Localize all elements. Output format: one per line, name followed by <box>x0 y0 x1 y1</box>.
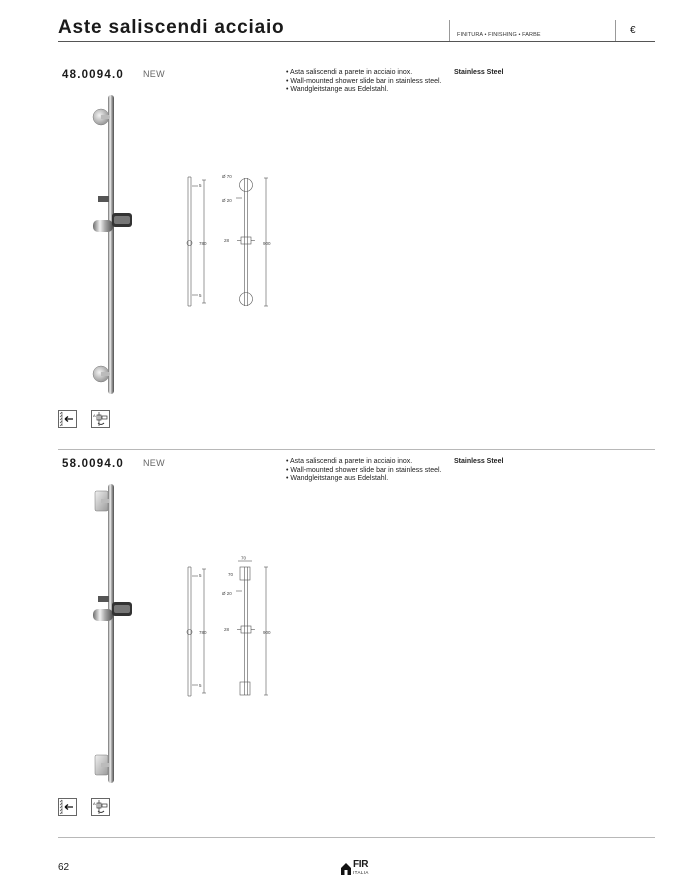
product-description <box>286 69 451 95</box>
product-description <box>286 458 451 484</box>
new-badge: NEW <box>143 69 165 79</box>
product-code: 48.0094.0 <box>62 69 124 81</box>
product-code: 58.0094.0 <box>62 458 124 470</box>
description-line-de: • Wandgleitstange aus Edelstahl. <box>286 475 389 483</box>
product-photo <box>86 92 136 397</box>
price-column-header: € <box>630 25 636 36</box>
slider-adjust-icon <box>91 410 110 428</box>
dim-label: 28 <box>224 627 230 632</box>
product-photo <box>86 481 136 786</box>
slider-adjust-icon <box>91 798 110 816</box>
description-line-it: • Asta saliscendi a parete in acciaio inox. <box>286 69 413 76</box>
description-line-en: • Wall-mounted shower slide bar in stainless steel. <box>286 77 442 85</box>
page-title: Aste saliscendi acciaio <box>58 17 285 38</box>
logo-subtext: ITALIA <box>353 870 369 875</box>
description-line-en: • Wall-mounted shower slide bar in stainless steel. <box>286 466 442 474</box>
new-badge: NEW <box>143 458 165 468</box>
header-divider <box>615 20 616 41</box>
svg-text:A: A <box>93 413 96 418</box>
dim-label: 900 <box>263 630 271 635</box>
header-rule <box>58 41 655 42</box>
logo-text: FIR <box>353 859 369 870</box>
finish-name: Stainless Steel <box>454 458 504 465</box>
brand-logo <box>340 859 376 879</box>
dim-label: 5 <box>199 683 202 688</box>
wall-mount-icon <box>58 798 77 816</box>
finish-name: Stainless Steel <box>454 69 504 76</box>
dim-label: Ø 20 <box>222 591 232 596</box>
dim-label: 780 <box>199 630 207 635</box>
dim-label: 780 <box>199 241 207 246</box>
description-line-it: • Asta saliscendi a parete in acciaio inox. <box>286 458 413 465</box>
dim-label: 70 <box>228 572 234 577</box>
dim-label: Ø 70 <box>222 174 232 179</box>
dim-label: Ø 20 <box>222 198 232 203</box>
technical-drawing <box>178 170 278 310</box>
dim-label: 900 <box>263 241 271 246</box>
description-line-de: • Wandgleitstange aus Edelstahl. <box>286 86 389 94</box>
section-divider <box>58 449 655 450</box>
svg-text:A: A <box>93 801 96 806</box>
dim-label: 28 <box>224 238 230 243</box>
header-divider <box>449 20 450 41</box>
page-number: 62 <box>58 862 70 873</box>
technical-drawing <box>178 555 278 700</box>
dim-label: 70 <box>241 555 247 561</box>
wall-mount-icon <box>58 410 77 428</box>
dim-label: 5 <box>199 573 202 578</box>
dim-label: 5 <box>199 293 202 298</box>
footer-divider <box>58 837 655 838</box>
finishing-column-header: FINITURA • FINISHING • FARBE <box>457 32 541 38</box>
dim-label: 5 <box>199 183 202 188</box>
house-logo-icon <box>340 862 352 876</box>
